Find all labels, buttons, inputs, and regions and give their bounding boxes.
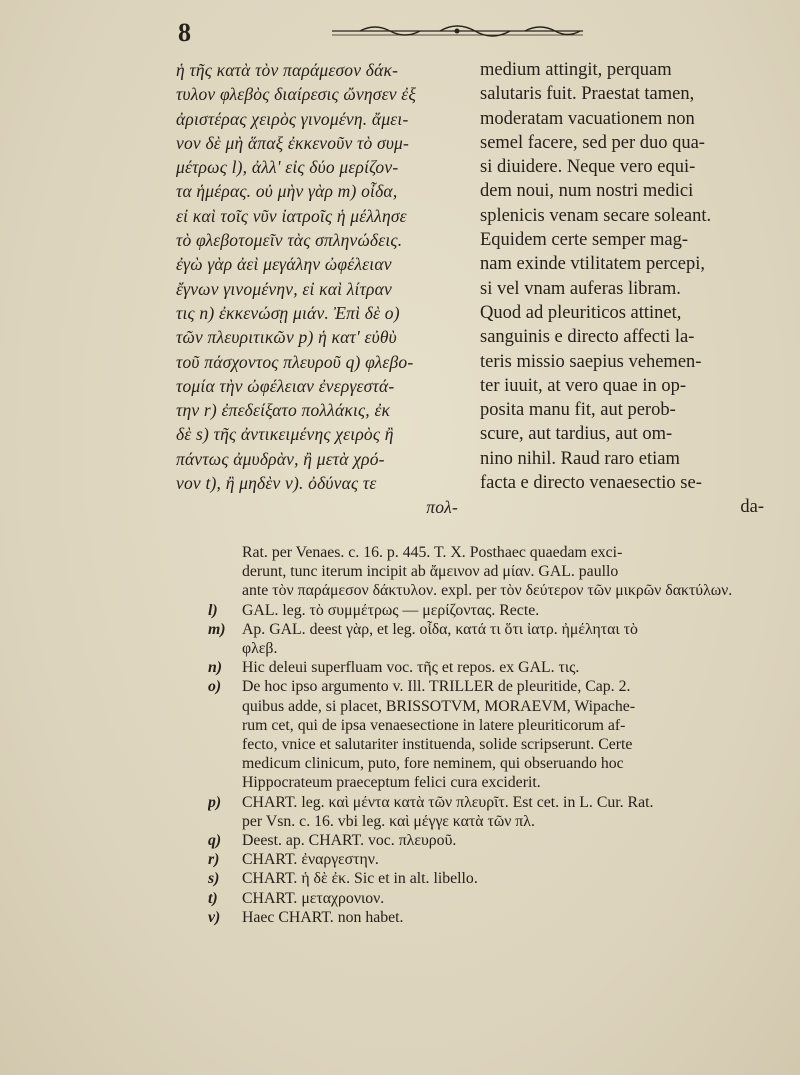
greek-line: ἀριστέρας χειρὸς γινομένη. ἄμει- [176, 108, 409, 129]
latin-line: sanguinis e directo affecti la- [480, 327, 695, 348]
latin-line: ter iuuit, at vero quae in op- [480, 375, 687, 396]
greek-line: τοῦ πάσχοντος πλευροῦ q) φλεβο- [176, 351, 414, 372]
latin-text-column [480, 58, 770, 520]
greek-line: μέτρως l), ἀλλ' εἰς δύο μερίζον- [176, 157, 399, 178]
footnote-line: Rat. per Venaes. c. 16. p. 445. T. X. Posthaec quaedam exci- [242, 544, 623, 561]
footnote-line: derunt, tunc iterum incipit ab ἄμεινον ad μίαν. GAL. paullo [242, 563, 619, 581]
footnote-ref: n) [208, 659, 223, 677]
latin-line: semel facere, sed per duo qua- [480, 132, 705, 153]
footnote-text: Ap. GAL. deest γὰρ, et leg. οἶδα, κατά τι ὅτι ἰατρ. ἠμέληται τὸ [242, 620, 638, 638]
footnote-line: φλεβ. [242, 640, 278, 658]
greek-line: τις n) ἐκκενώσῃ μιάν. Ἐπὶ δὲ o) [176, 302, 400, 323]
footnote-line: quibus adde, si placet, BRISSOTVM, MORAEVM, Wipache- [242, 697, 636, 715]
footnote-text: Haec CHART. non habet. [242, 908, 404, 926]
footnotes-block [208, 543, 778, 927]
latin-line: si diuidere. Neque vero equi- [480, 157, 696, 178]
footnote-text: Deest. ap. CHART. voc. πλευροῦ. [242, 832, 457, 850]
footnote-text: CHART. leg. καὶ μέντα κατὰ τῶν πλευρῖτ. Est cet. in L. Cur. Rat. [242, 793, 654, 811]
greek-line: νον δὲ μὴ ἅπαξ ἐκκενοῦν τὸ συμ- [176, 132, 410, 153]
latin-line: posita manu fit, aut perob- [480, 400, 676, 421]
page-number: 8 [178, 18, 191, 47]
greek-line: τυλον φλεβὸς διαίρεσις ὤνησεν ἐξ [176, 84, 417, 105]
footnote-t [208, 889, 778, 908]
footnote-ref: q) [208, 832, 222, 850]
greek-line: εἰ καὶ τοῖς νῦν ἰατροῖς ἡ μέλλησε [176, 205, 407, 226]
greek-line: την r) ἐπεδείξατο πολλάκις, ἐκ [176, 400, 391, 421]
latin-line: scure, aut tardius, aut om- [480, 424, 673, 445]
latin-line: medium attingit, perquam [480, 60, 672, 80]
footnote-line: per Vsn. c. 16. vbi leg. καὶ μέγγε κατὰ τῶν πλ. [242, 812, 535, 830]
footnote-line: medicum clinicum, puto, fore neminem, qui obseruando hoc [242, 755, 624, 773]
latin-line: dem noui, num nostri medici [480, 181, 694, 202]
footnote-ref: l) [208, 601, 218, 619]
footnote-text: Hic deleui superfluam voc. τῆς et repos. ex GAL. τις. [242, 659, 580, 677]
footnote-ref: m) [208, 620, 226, 638]
footnote-line: ante τὸν παράμεσον δάκτυλον. expl. per τὸν δεύτερον τῶν μικρῶν δακτύλων. [242, 582, 733, 600]
greek-line: τα ἡμέρας. οὐ μὴν γὰρ m) οἶδα, [176, 181, 398, 202]
greek-text-column [176, 58, 468, 520]
footnote-l [208, 601, 778, 620]
latin-line: Equidem certe semper mag- [480, 230, 689, 251]
latin-line: facta e directo venaesectio se- [480, 473, 702, 494]
greek-line: ἐγὼ γὰρ ἀεὶ μεγάλην ὠφέλειαν [176, 254, 392, 275]
latin-catchword: da- [740, 497, 764, 518]
ornament-rule-icon [330, 22, 585, 40]
latin-line: nino nihil. Raud raro etiam [480, 448, 680, 469]
latin-line: Quod ad pleuriticos attinet, [480, 302, 682, 323]
footnote-text: CHART. ἐναργεστην. [242, 851, 379, 869]
footnote-p [208, 793, 778, 812]
footnote-q [208, 831, 778, 850]
greek-line: ἔγνων γινομένην, εἰ καὶ λίτραν [176, 278, 392, 299]
footnote-text: CHART. ἡ δὲ ἐκ. Sic et in alt. libello. [242, 870, 478, 888]
footnote-m [208, 620, 778, 639]
latin-line: nam exinde vtilitatem percepi, [480, 254, 705, 275]
footnote-ref: r) [208, 851, 220, 869]
footnote-ref: t) [208, 889, 218, 907]
greek-line: νον t), ἢ μηδὲν v). ὀδύνας τε [176, 473, 377, 494]
footnote-line: rum cet, qui de ipsa venaesectione in latere pleuriticorum af- [242, 716, 626, 734]
latin-line: splenicis venam secare soleant. [480, 205, 712, 226]
greek-line: πάντως ἀμυδρὰν, ἢ μετὰ χρό- [176, 448, 385, 469]
greek-line: δὲ s) τῆς ἀντικειμένης χειρὸς ἢ [176, 424, 394, 445]
footnote-line: Hippocrateum praeceptum felici cura exciderit. [242, 774, 541, 792]
footnote-v [208, 908, 778, 927]
greek-catchword: πολ- [426, 497, 458, 518]
footnote-text: CHART. μεταχρονιον. [242, 889, 385, 907]
footnote-text: De hoc ipso argumento v. Ill. TRILLER de pleuritide, Cap. 2. [242, 678, 631, 696]
footnote-r [208, 850, 778, 869]
footnote-ref: o) [208, 678, 222, 696]
greek-line: τομία τὴν ὠφέλειαν ἐνεργεστά- [176, 375, 395, 396]
footnote-line: fecto, vnice et salutariter instituenda, solide scripserunt. Certe [242, 736, 633, 754]
greek-line: ἡ τῆς κατὰ τὸν παράμεσον δάκ- [176, 60, 399, 80]
latin-line: moderatam vacuationem non [480, 108, 695, 129]
footnote-n [208, 658, 778, 677]
latin-line: salutaris fuit. Praestat tamen, [480, 84, 695, 105]
greek-line: τῶν πλευριτικῶν p) ἡ κατ' εὐθὺ [176, 327, 397, 348]
footnote-o [208, 677, 778, 696]
latin-line: teris missio saepius vehemen- [480, 351, 702, 372]
greek-line: τὸ φλεβοτομεῖν τὰς σπληνώδεις. [176, 230, 403, 251]
footnote-s [208, 869, 778, 888]
latin-line: si vel vnam auferas libram. [480, 278, 681, 299]
footnote-ref: v) [208, 908, 221, 926]
footnote-ref: p) [208, 793, 222, 811]
footnote-text: GAL. leg. τὸ συμμέτρως — μερίζοντας. Recte. [242, 601, 540, 619]
footnote-ref: s) [208, 870, 220, 888]
